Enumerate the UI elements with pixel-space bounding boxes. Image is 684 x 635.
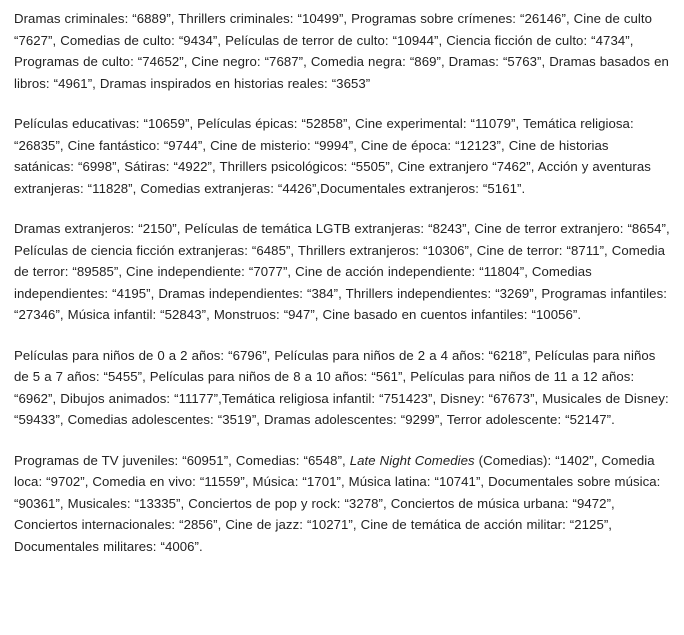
paragraph-foreign-independent-genres: Dramas extranjeros: “2150”, Películas de temática LGTB extranjeras: “8243”, Cine de terror extranjero: “8654”, Películas de ciencia ficción extranjeras: “6485”, Thrillers extranjeros: “10306”, Cine de terror: “8711”, Comedia de terror: “89585”, Cine independiente: “7077”, Cine de acción independiente: “11804”, Comedias independientes: “4195”, Dramas independientes: “384”, Thrillers independientes: “3269”, Programas infantiles: “27346”, Música infantil: “52843”, Monstruos: “947”, Cine basado en cuentos infantiles: “10056”. <box>14 221 670 322</box>
paragraph-tv-music-genres <box>14 450 672 558</box>
paragraph-tv-music-segment-2: (Comedias): “1402”, Comedia loca: “9702”, Comedia en vivo: “11559”, Música: “1701”, Música latina: “10741”, Documentales sobre música: “90361”, Musicales: “13335”, Conciertos de pop y rock: “3278”, Conciertos de música urbana: “9472”, Conciertos internacionales: “2856”, Cine de jazz: “10271”, Cine de temática de acción militar: “2125”, Documentales militares: “4006”. <box>14 452 661 554</box>
paragraph-tv-music-segment-1: Programas de TV juveniles: “60951”, Comedias: “6548”, <box>14 452 350 468</box>
paragraph-educational-genres: Películas educativas: “10659”, Películas épicas: “52858”, Cine experimental: “11079”, Temática religiosa: “26835”, Cine fantástico: “9744”, Cine de misterio: “9994”, Cine de época: “12123”, Cine de historias satánicas: “6998”, Sátiras: “4922”, Thrillers psicológicos: “5505”, Cine extranjero “7462”, Acción y aventuras extranjeras: “11828”, Comedias extranjeras: “4426”,Documentales extranjeros: “5161”. <box>14 116 651 196</box>
paragraph-criminal-genres: Dramas criminales: “6889”, Thrillers criminales: “10499”, Programas sobre crímenes: “26146”, Cine de culto “7627”, Comedias de culto: “9434”, Películas de terror de culto: “10944”, Ciencia ficción de culto: “4734”, Programas de culto: “74652”, Cine negro: “7687”, Comedia negra: “869”, Dramas: “5763”, Dramas basados en libros: “4961”, Dramas inspirados en historias reales: “3653” <box>14 11 669 91</box>
paragraph-tv-music-italic-title: Late Night Comedies <box>349 452 475 468</box>
paragraph-kids-teen-genres: Películas para niños de 0 a 2 años: “6796”, Películas para niños de 2 a 4 años: “6218”, Películas para niños de 5 a 7 años: “5455”, Películas para niños de 8 a 10 años: “561”, Películas para niños de 11 a 12 años: “6962”, Dibujos animados: “11177”,Temática religiosa infantil: “751423”, Disney: “67673”, Musicales de Disney: “59433”, Comedias adolescentes: “3519”, Dramas adolescentes: “9299”, Terror adolescente: “52147”. <box>14 347 669 427</box>
